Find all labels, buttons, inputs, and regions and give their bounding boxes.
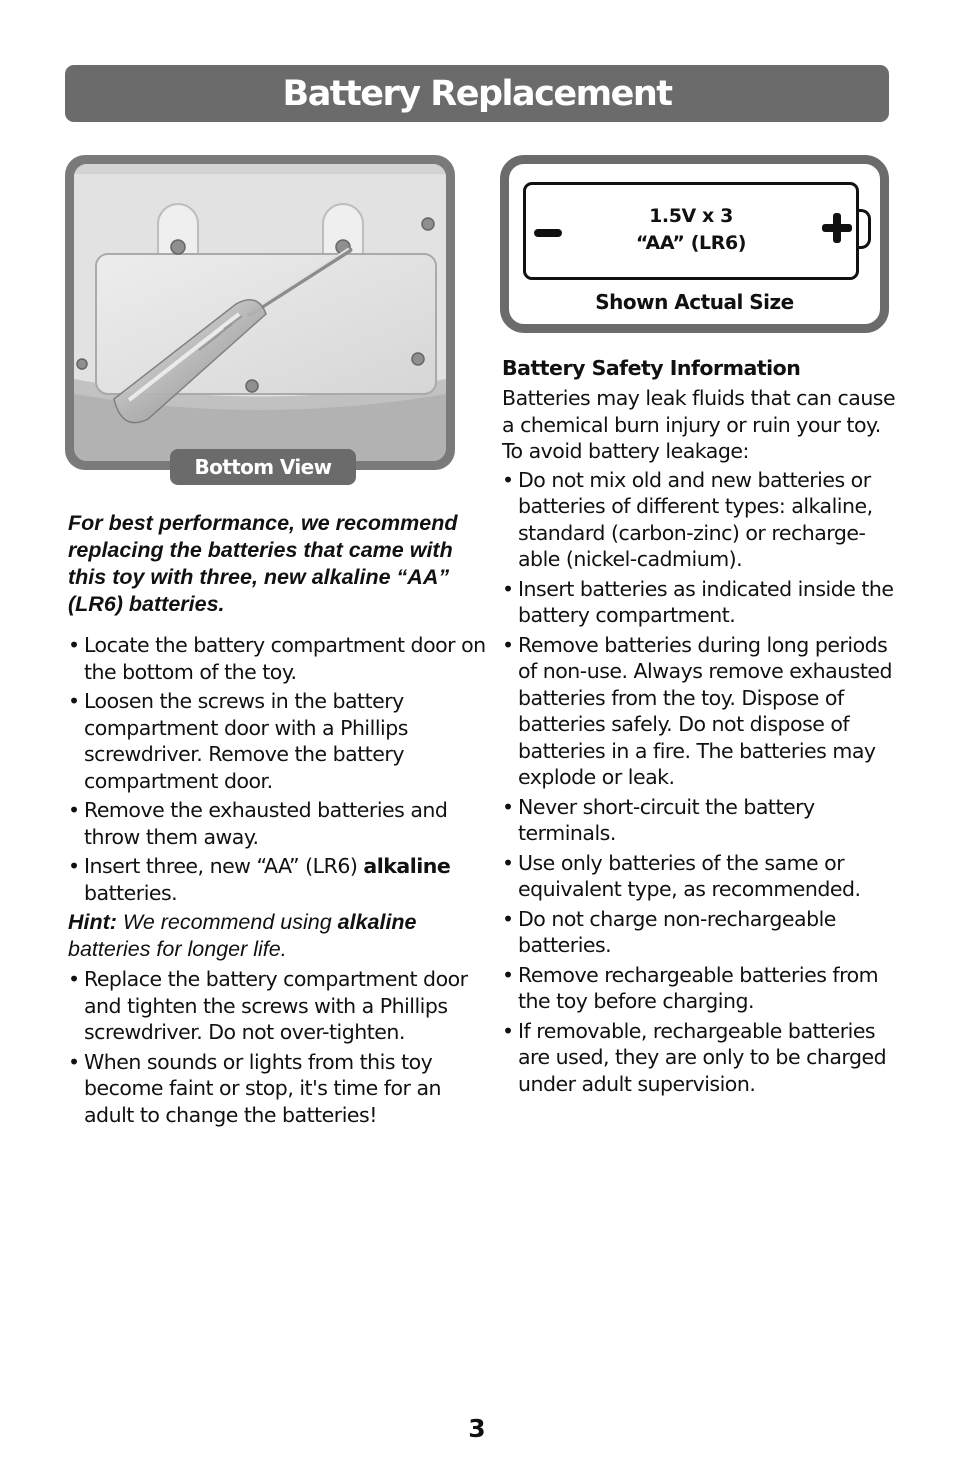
battery-terminal	[859, 209, 871, 249]
battery-voltage: 1.5V x 3	[649, 205, 733, 227]
step-item: • Locate the battery compartment door on the bottom of the toy.	[68, 632, 488, 685]
replacement-steps-continued	[68, 966, 488, 1128]
photo-caption: Bottom View	[170, 449, 356, 485]
plus-icon	[822, 213, 852, 243]
battery-safety-info	[502, 353, 902, 1100]
step-item: • When sounds or lights from this toy become faint or stop, it's time for an adult to change the batteries!	[68, 1049, 488, 1129]
battery-spec	[526, 203, 856, 257]
safety-item: • Remove batteries during long periods of non-use. Always remove exhausted batteries from the toy. Dispose of batteries safely. Do not dispose of batteries in a fire. The batteries may explode or leak.	[502, 632, 902, 791]
replacement-instructions	[68, 510, 488, 1131]
safety-intro: Batteries may leak fluids that can cause a chemical burn injury or ruin your toy. To avoid battery leakage:	[502, 386, 896, 463]
hint-label: Hint:	[68, 910, 117, 934]
hint-emphasis: alkaline	[337, 910, 417, 934]
safety-item: • Insert batteries as indicated inside the battery compartment.	[502, 576, 902, 629]
toy-bottom-illustration	[74, 164, 446, 461]
hint	[68, 909, 488, 962]
step-text: batteries.	[84, 880, 178, 905]
safety-item: • Never short-circuit the battery terminals.	[502, 794, 902, 847]
page-number: 3	[468, 1414, 486, 1443]
hint-text: We recommend using	[116, 910, 338, 934]
step-text: Insert three, new “AA” (LR6)	[84, 854, 364, 878]
safety-item: • Do not charge non-rechargeable batteries.	[502, 906, 902, 959]
battery-outline	[523, 182, 859, 280]
bottom-view-photo-frame	[65, 155, 455, 470]
safety-item: • If removable, rechargeable batteries are used, they are only to be charged under adult supervision.	[502, 1018, 902, 1098]
battery-type: “AA” (LR6)	[635, 232, 747, 254]
safety-item: • Remove rechargeable batteries from the toy before charging.	[502, 962, 902, 1015]
step-item: • Loosen the screws in the battery compartment door with a Phillips screwdriver. Remove the battery compartment door.	[68, 688, 488, 794]
safety-item: • Use only batteries of the same or equivalent type, as recommended.	[502, 850, 902, 903]
battery-diagram	[500, 155, 889, 333]
step-item: • Replace the battery compartment door and tighten the screws with a Phillips screwdriver. Do not over-tighten.	[68, 966, 488, 1046]
safety-list	[502, 467, 902, 1098]
battery-size-note: Shown Actual Size	[595, 290, 794, 314]
hint-text: batteries for longer life.	[68, 936, 287, 961]
step-item: • Remove the exhausted batteries and throw them away.	[68, 797, 488, 850]
safety-item: • Do not mix old and new batteries or batteries of different types: alkaline, standard (carbon-zinc) or recharge-able (nickel-cadmium).	[502, 467, 902, 573]
step-item	[68, 853, 488, 906]
bottom-view-photo	[74, 164, 446, 461]
safety-heading: Battery Safety Information	[502, 356, 801, 380]
page-title: Battery Replacement	[282, 73, 672, 114]
step-emphasis: alkaline	[363, 854, 451, 878]
performance-note: For best performance, we recommend replacing the batteries that came with this toy with three, new alkaline “AA” (LR6) batteries.	[68, 511, 458, 616]
title-bar	[65, 65, 889, 122]
replacement-steps	[68, 632, 488, 906]
